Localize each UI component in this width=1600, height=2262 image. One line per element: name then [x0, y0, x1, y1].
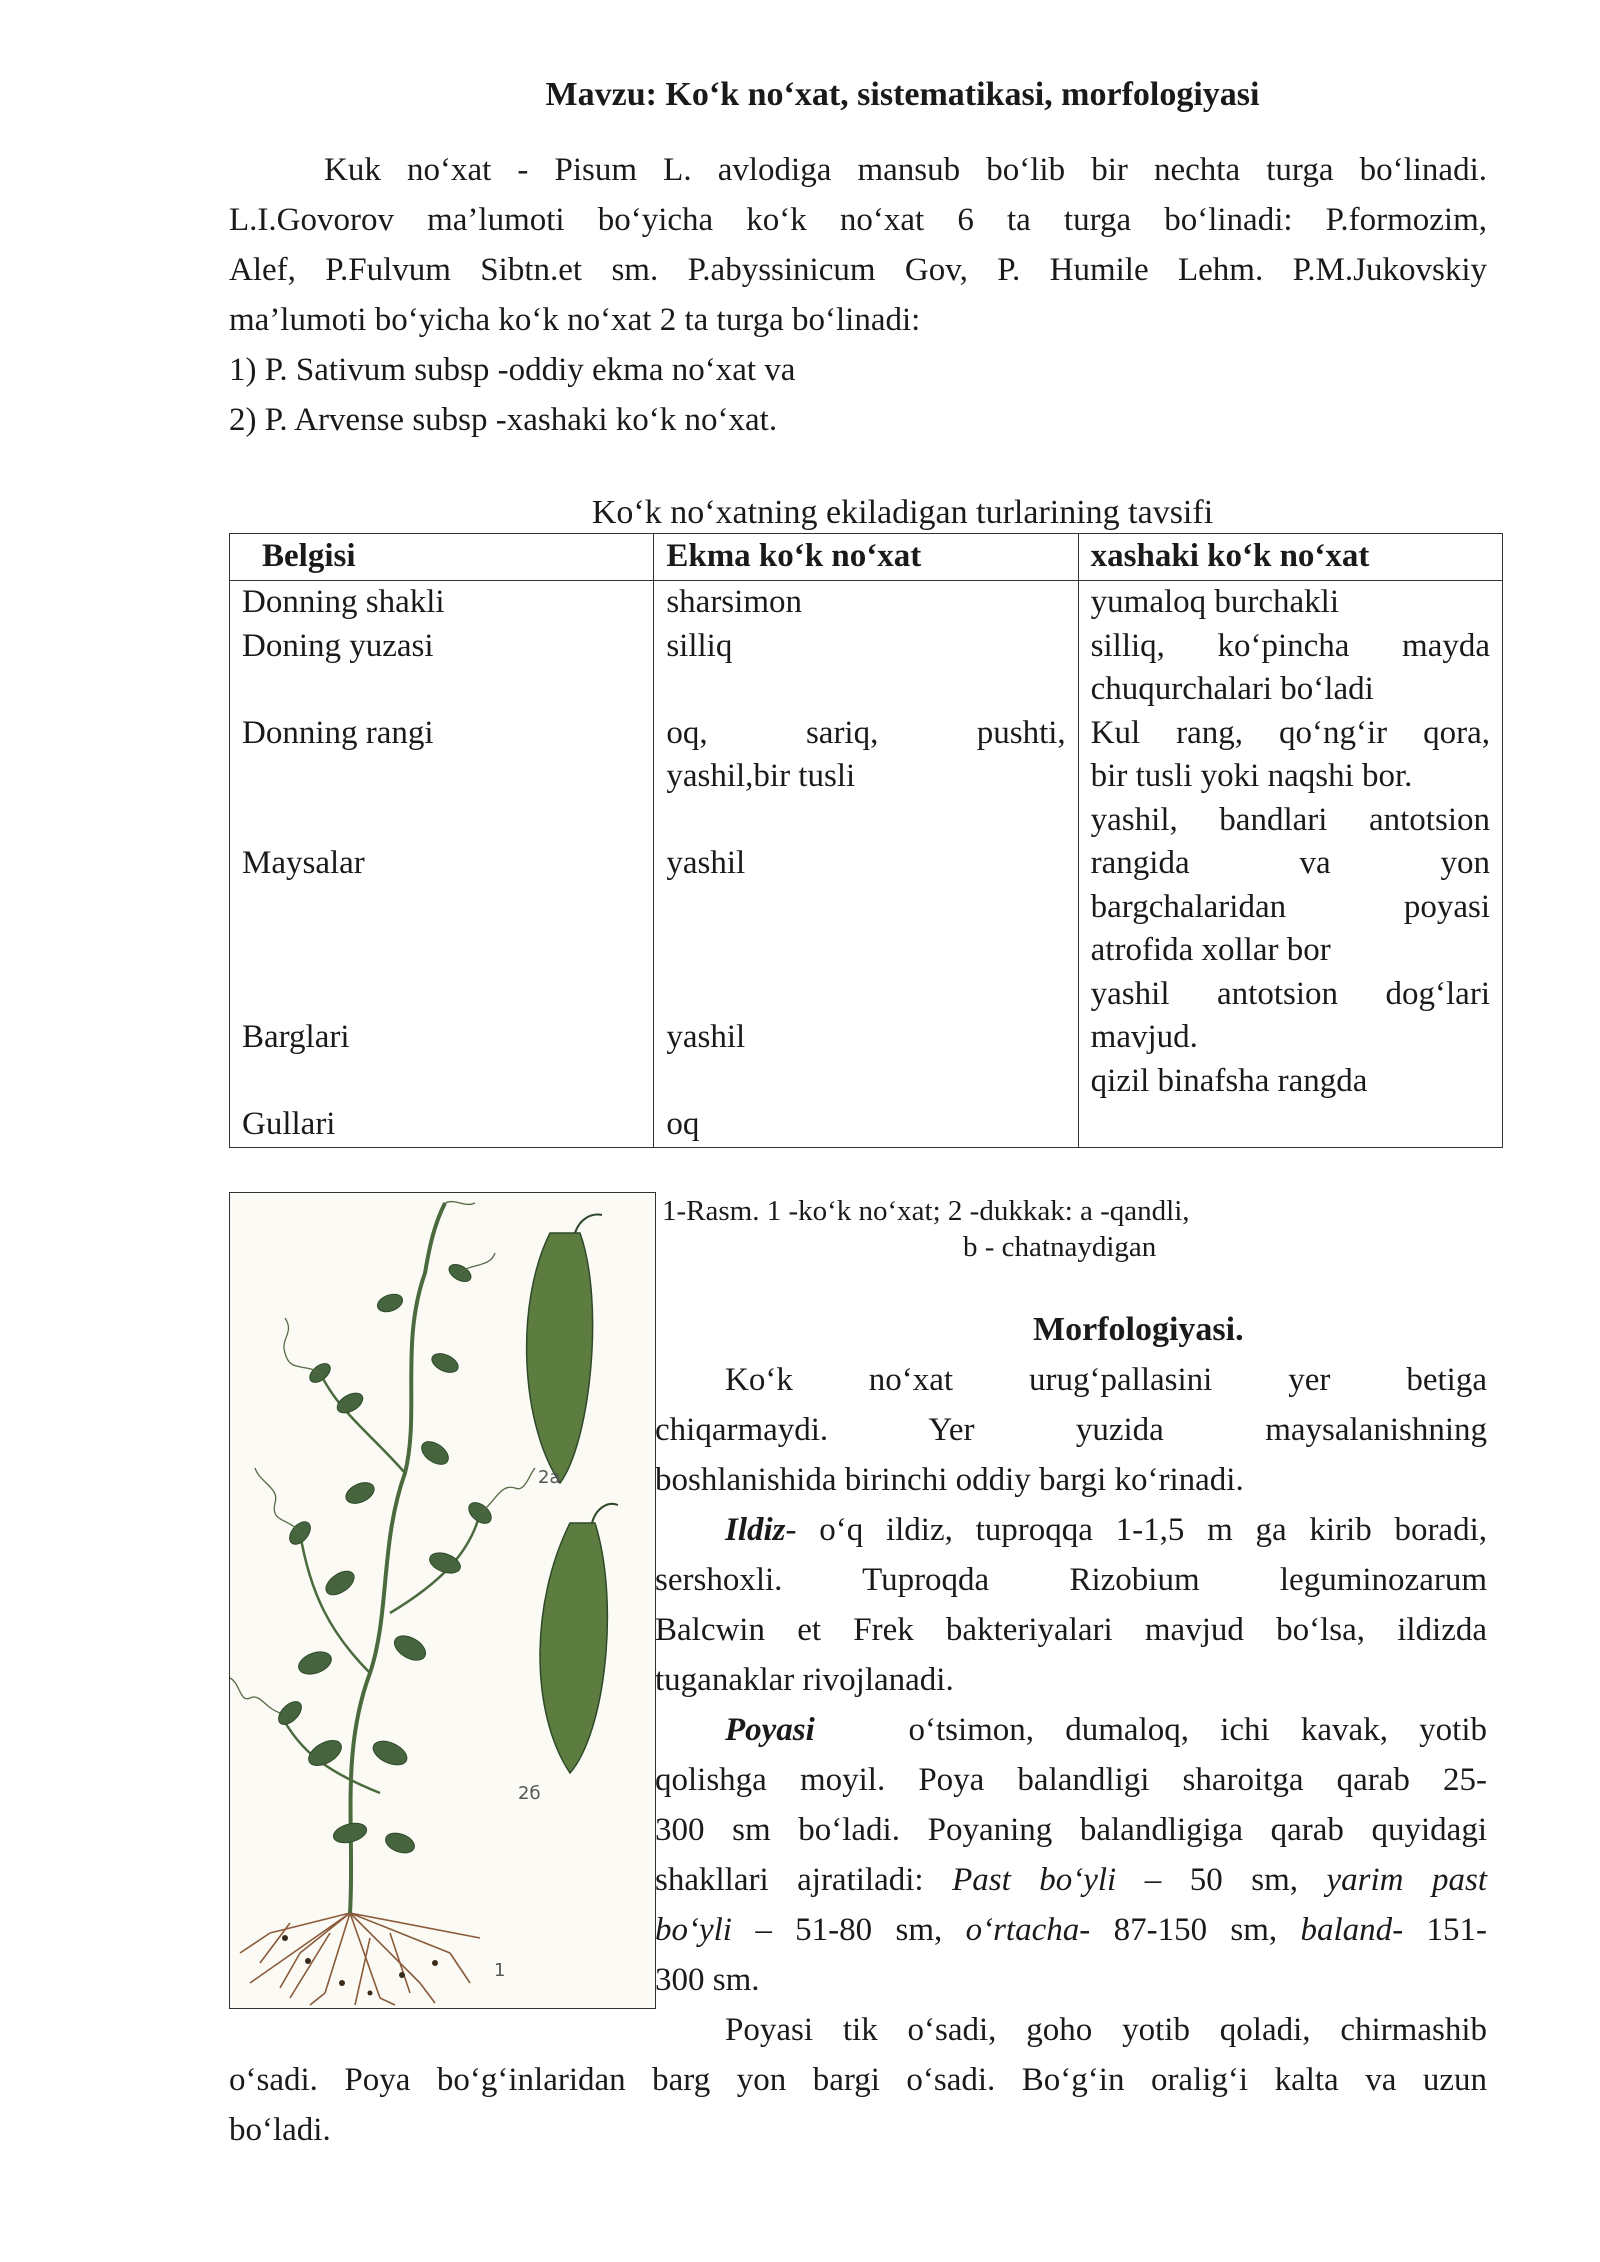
figure-caption-line1: 1-Rasm. 1 -ko‘k no‘xat; 2 -dukkak: a -qandli, — [662, 1195, 1190, 1227]
text-line — [655, 1705, 1487, 1755]
term-yarim-past: yarim past — [1326, 1862, 1487, 1898]
table-cell-line — [1091, 1103, 1490, 1147]
table-cell-line — [242, 886, 641, 930]
text-fragment: - 151- — [1392, 1912, 1488, 1948]
text-fragment: – 50 sm, — [1116, 1862, 1327, 1898]
table-cell-line — [242, 755, 641, 799]
pod-2a-icon — [527, 1233, 593, 1483]
text-line: Ko‘k no‘xat urug‘pallasini yer betiga — [725, 1362, 1487, 1398]
figure-caption-line2: b - chatnaydigan — [963, 1231, 1157, 1263]
intro-line: ma’lumoti bo‘yicha ko‘k no‘xat 2 ta turga bo‘linadi: — [229, 302, 921, 338]
table-row — [230, 581, 1503, 1148]
table-cell-line: mavjud. — [1090, 1019, 1198, 1055]
tendril-icon — [230, 1202, 535, 1713]
header-ekma: Ekma ko‘k no‘xat — [654, 534, 1078, 581]
table-cell-line — [666, 929, 1065, 973]
table-cell-line: silliq — [666, 627, 733, 664]
text-fragment: o‘tsimon, dumaloq, ichi kavak, yotib — [908, 1712, 1488, 1748]
header-xashaki: xashaki ko‘k no‘xat — [1078, 534, 1502, 581]
term-ildiz: Ildiz — [725, 1512, 786, 1548]
table-cell-line: yumaloq burchakli — [1090, 584, 1340, 620]
pea-illustration — [229, 1192, 656, 2009]
label-2a: 2a — [538, 1467, 561, 1488]
table-cell-line: Maysalar — [242, 845, 365, 881]
text-fragment: - 87-150 sm, — [1079, 1912, 1301, 1948]
text-line: bo‘ladi. — [229, 2112, 331, 2148]
table-cell-line — [666, 886, 1065, 930]
table-caption: Ko‘k no‘xatning ekiladigan turlarining tavsifi — [591, 494, 1214, 531]
table-cell-line: chuqurchalari bo‘ladi — [1090, 671, 1374, 707]
text-line: chiqarmaydi. Yer yuzida maysalanishning — [655, 1412, 1487, 1448]
table-cell-line: Gullari — [242, 1106, 336, 1142]
table-cell-line: sharsimon — [666, 584, 802, 620]
text-line — [655, 1905, 1487, 1955]
text-line: sershoxli. Tuproqda Rizobium leguminozarum — [655, 1562, 1487, 1598]
roots-icon — [240, 1913, 480, 2005]
text-line: 300 sm. — [655, 1962, 760, 1998]
table-cell-line: Donning rangi — [242, 714, 434, 751]
term-boyli: bo‘yli — [655, 1912, 732, 1948]
table-cell-line — [666, 799, 1065, 843]
text-line: 300 sm bo‘ladi. Poyaning balandligiga qarab quyidagi — [655, 1812, 1487, 1848]
table-cell-line: Doning yuzasi — [242, 627, 434, 664]
col-xashaki — [1078, 581, 1502, 1148]
page-title: Mavzu: Ko‘k no‘xat, sistematikasi, morfologiyasi — [545, 76, 1260, 113]
header-belgisi: Belgisi — [230, 534, 654, 581]
table-cell-line — [242, 1060, 641, 1104]
table-cell-line — [242, 668, 641, 712]
label-2b: 2б — [518, 1783, 541, 1804]
pea-plant-drawing — [230, 1193, 655, 2008]
text-line: tuganaklar rivojlanadi. — [655, 1662, 954, 1698]
table-cell-line: yashil, bandlari antotsion — [1090, 801, 1490, 838]
text-line: Poyasi tik o‘sadi, goho yotib qoladi, chirmashib — [725, 2012, 1487, 2048]
intro-list-item: 1) P. Sativum subsp -oddiy ekma no‘xat va — [229, 352, 796, 388]
intro-line: Alef, P.Fulvum Sibtn.et sm. P.abyssinicum Gov, P. Humile Lehm. P.M.Jukovskiy — [229, 252, 1487, 288]
table-cell-line — [666, 1060, 1065, 1104]
characteristics-table — [229, 533, 1503, 1148]
text-line: qolishga moyil. Poya balandligi sharoitga qarab 25- — [655, 1762, 1487, 1798]
term-poyasi: Poyasi — [725, 1712, 815, 1748]
text-line: o‘sadi. Poya bo‘g‘inlaridan barg yon bargi o‘sadi. Bo‘g‘in oralig‘i kalta va uzun — [229, 2062, 1487, 2098]
final-paragraph — [229, 2005, 1487, 2155]
term-ortacha: o‘rtacha — [965, 1912, 1080, 1948]
table-cell-line: bargchalaridan poyasi — [1090, 888, 1490, 925]
table-cell-line — [242, 929, 641, 973]
table-cell-line: atrofida xollar bor — [1090, 932, 1331, 968]
text-line — [655, 1505, 1487, 1555]
table-header-row — [230, 534, 1503, 581]
table-cell-line — [666, 668, 1065, 712]
text-line: Balcwin et Frek bakteriyalari mavjud bo‘lsa, ildizda — [655, 1612, 1487, 1648]
table-cell-line — [666, 973, 1065, 1017]
intro-line: Kuk no‘xat - Pisum L. avlodiga mansub bo‘lib bir nechta turga bo‘linadi. — [324, 152, 1487, 188]
leaf-icon — [274, 1261, 495, 1857]
table-cell-line: Kul rang, qo‘ng‘ir qora, — [1090, 714, 1490, 751]
term-baland: baland — [1300, 1912, 1393, 1948]
table-cell-line: Donning shakli — [242, 584, 445, 620]
intro-line: L.I.Govorov ma’lumoti bo‘yicha ko‘k no‘xat 6 ta turga bo‘linadi: P.formozim, — [229, 202, 1487, 238]
table-cell-line: rangida va yon — [1090, 845, 1490, 881]
table-cell-line: oq, sariq, pushti, — [666, 714, 1066, 751]
text-fragment: – 51-80 sm, — [731, 1912, 966, 1948]
table-cell-line: yashil — [666, 845, 746, 881]
text-line — [655, 1855, 1487, 1905]
text-line: boshlanishida birinchi oddiy bargi ko‘rinadi. — [655, 1462, 1244, 1498]
table-cell-line — [242, 799, 641, 843]
morphology-text — [655, 1355, 1487, 2005]
table-cell-line: oq — [666, 1106, 700, 1142]
table-cell-line: qizil binafsha rangda — [1090, 1062, 1368, 1099]
intro-list-item: 2) P. Arvense subsp -xashaki ko‘k no‘xat. — [229, 402, 778, 438]
text-fragment: shakllari ajratiladi: — [655, 1862, 953, 1898]
term-past-boyli: Past bo‘yli — [952, 1862, 1117, 1898]
table-cell-line: Barglari — [242, 1019, 350, 1055]
table-cell-line — [242, 973, 641, 1017]
table-cell-line: yashil — [666, 1019, 746, 1055]
intro-paragraph — [229, 145, 1487, 445]
table-cell-line: silliq, ko‘pincha mayda — [1090, 627, 1490, 664]
table-cell-line: yashil antotsion dog‘lari — [1090, 975, 1490, 1012]
col-belgisi — [230, 581, 654, 1148]
table-cell-line: yashil,bir tusli — [666, 758, 856, 794]
morphology-heading: Morfologiyasi. — [1033, 1311, 1244, 1348]
pod-2b-icon — [540, 1523, 607, 1773]
table-cell-line: bir tusli yoki naqshi bor. — [1090, 758, 1413, 794]
label-1: 1 — [494, 1960, 506, 1981]
text-fragment: - o‘q ildiz, tuproqqa 1-1,5 m ga kirib boradi, — [785, 1512, 1487, 1548]
col-ekma — [654, 581, 1078, 1148]
